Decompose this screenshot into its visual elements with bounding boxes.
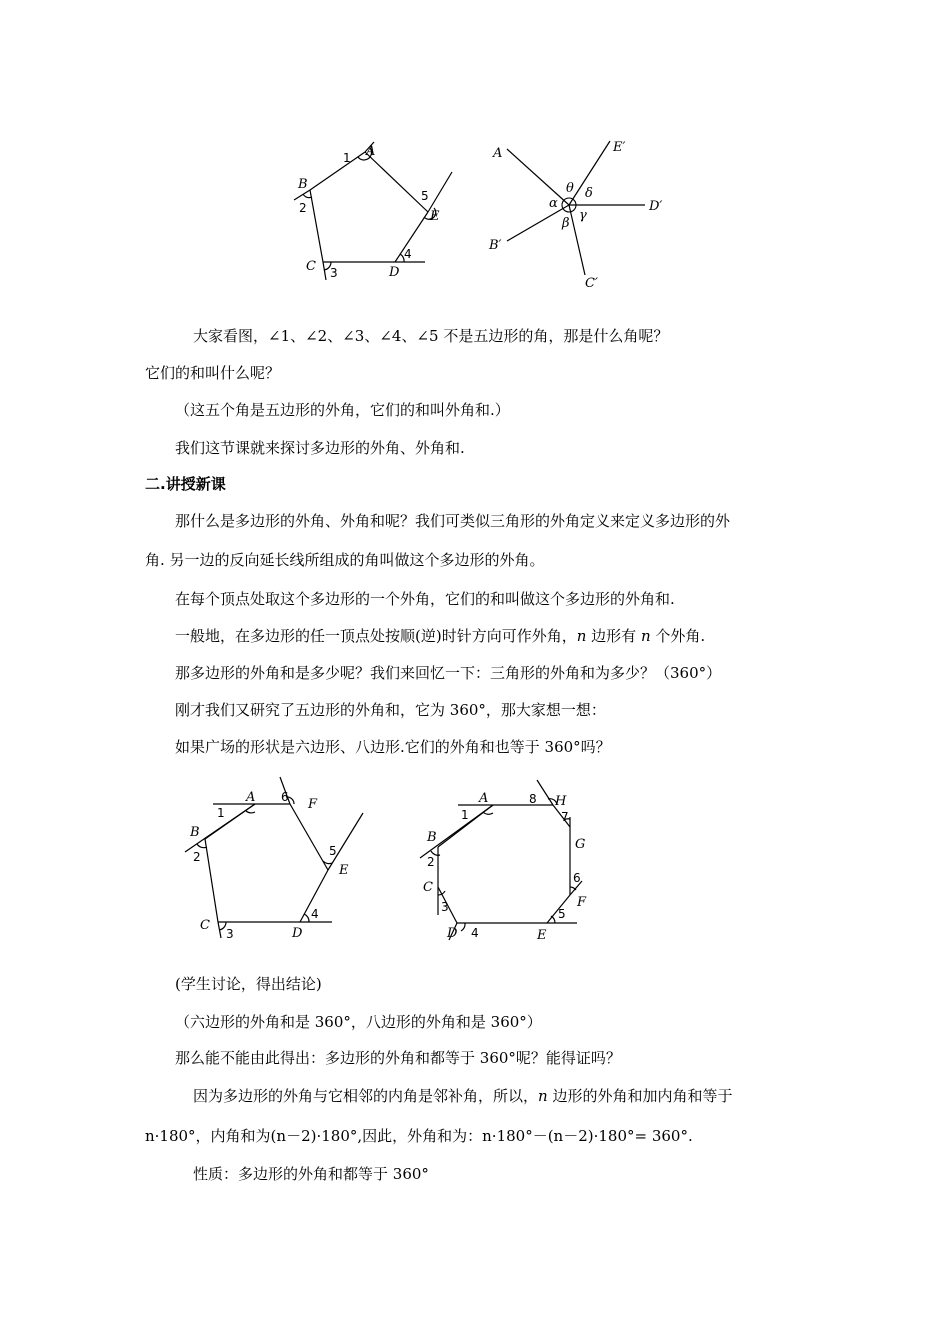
angle-beta: β — [562, 216, 570, 231]
angle-theta: θ — [566, 181, 574, 196]
paragraph-9: 那多边形的外角和是多少呢？我们来回忆一下：三角形的外角和为多少？（360°） — [175, 664, 722, 682]
oct-label-A: A — [479, 791, 489, 806]
p8-part-a: 一般地，在多边形的任一顶点处按顺(逆)时针方向可作外角， — [175, 627, 577, 645]
label-E-ray: E′ — [613, 140, 626, 155]
p15-part-b: 边形的外角和加内角和等于 — [547, 1087, 733, 1105]
label-C-ray: C′ — [585, 276, 598, 291]
oct-label-C: C — [423, 880, 433, 895]
octagon-figure — [415, 775, 605, 950]
paragraph-14: 那么能不能由此得出：多边形的外角和都等于 360°呢？能得证吗？ — [175, 1049, 621, 1067]
hex-angle-1: 1 — [217, 806, 225, 820]
side-BA — [310, 152, 365, 190]
hex-label-B: B — [190, 825, 200, 840]
paragraph-4: 我们这节课就来探讨多边形的外角、外角和. — [175, 439, 465, 457]
hex-label-A: A — [246, 790, 256, 805]
paragraph-15 — [193, 1086, 732, 1106]
hex-angle-5: 5 — [329, 844, 337, 858]
label-B: B — [298, 177, 308, 192]
hex-arc-1 — [246, 811, 255, 813]
oct-arc-6 — [570, 887, 576, 890]
oct-label-H: H — [555, 794, 567, 809]
hex-FE — [290, 804, 328, 870]
hex-angle-6: 6 — [281, 790, 289, 804]
side-CB — [310, 190, 323, 262]
hex-label-F: F — [308, 797, 318, 812]
p15-part-a: 因为多边形的外角与它相邻的内角是邻补角，所以， — [193, 1087, 539, 1105]
oct-angle-1: 1 — [461, 808, 469, 822]
hex-angle-2: 2 — [193, 850, 201, 864]
paragraph-3: （这五个角是五边形的外角，它们的和叫外角和.） — [175, 401, 510, 419]
oct-label-D: D — [447, 926, 458, 941]
paragraph-17: 性质：多边形的外角和都等于 360° — [193, 1165, 429, 1183]
label-D: D — [389, 265, 400, 280]
oct-angle-8: 8 — [529, 792, 537, 806]
ext-C — [323, 262, 326, 280]
oct-label-G: G — [575, 837, 586, 852]
label-A: A — [366, 144, 376, 159]
hex-CB — [205, 839, 218, 922]
p8-var-n1: n — [576, 627, 587, 645]
angle-1: 1 — [343, 151, 351, 165]
hex-arc-3 — [219, 922, 226, 930]
paragraph-11: 如果广场的形状是六边形、八边形.它们的外角和也等于 360°吗？ — [175, 738, 611, 756]
oct-label-E: E — [537, 928, 547, 943]
label-B-ray: B′ — [489, 238, 502, 253]
angle-gamma: γ — [579, 208, 587, 223]
oct-angle-4: 4 — [471, 926, 479, 940]
paragraph-12: (学生讨论，得出结论) — [175, 975, 322, 993]
p8-var-n2: n — [640, 627, 651, 645]
oct-arc-4 — [461, 923, 465, 931]
hex-angle-3: 3 — [226, 927, 234, 941]
hex-angle-4: 4 — [311, 907, 319, 921]
pentagon-figure — [290, 140, 470, 290]
hexagon-figure — [180, 775, 380, 945]
oct-label-B: B — [427, 830, 437, 845]
oct-arc-1 — [483, 812, 493, 814]
section-heading: 二.讲授新课 — [145, 475, 226, 493]
paragraph-6: 角. 另一边的反向延长线所组成的角叫做这个多边形的外角。 — [145, 551, 545, 569]
side-AE — [365, 152, 428, 212]
paragraph-2: 它们的和叫什么呢？ — [145, 364, 281, 382]
hex-label-C: C — [200, 918, 210, 933]
p15-var-n: n — [538, 1087, 548, 1105]
paragraph-8 — [175, 626, 705, 646]
paragraph-5: 那什么是多边形的外角、外角和呢？我们可类似三角形的外角定义来定义多边形的外 — [175, 512, 731, 530]
angle-5: 5 — [421, 189, 429, 203]
label-E: E — [430, 209, 440, 224]
ext-E — [428, 172, 452, 212]
p8-part-c: 个外角. — [650, 627, 706, 645]
hex-ext-E — [328, 813, 363, 870]
oct-angle-7: 7 — [561, 810, 569, 824]
angle-delta: δ — [585, 186, 593, 201]
oct-angle-5: 5 — [558, 907, 566, 921]
oct-angle-2: 2 — [427, 855, 435, 869]
ray-B — [507, 205, 569, 241]
paragraph-7: 在每个顶点处取这个多边形的一个外角，它们的和叫做这个多边形的外角和. — [175, 590, 675, 608]
label-A-ray: A — [493, 146, 503, 161]
label-D-ray: D′ — [649, 199, 663, 214]
hex-label-E: E — [339, 863, 349, 878]
oct-angle-3: 3 — [441, 900, 449, 914]
hex-arc-4 — [304, 914, 309, 922]
paragraph-16: n·180°，内角和为(n－2)·180°,因此，外角和为：n·180°－(n－2)·180°= 360°. — [145, 1127, 693, 1145]
oct-arc-5 — [551, 916, 555, 923]
angle-alpha: α — [549, 196, 558, 211]
oct-angle-6: 6 — [573, 871, 581, 885]
paragraph-1: 大家看图，∠1、∠2、∠3、∠4、∠5 不是五边形的角，那是什么角呢？ — [193, 327, 669, 345]
angle-2: 2 — [299, 201, 307, 215]
p8-part-b: 边形有 — [586, 627, 641, 645]
label-C: C — [306, 259, 316, 274]
angle-3: 3 — [330, 266, 338, 280]
oct-label-F: F — [577, 895, 587, 910]
paragraph-13: （六边形的外角和是 360°，八边形的外角和是 360°） — [175, 1013, 542, 1031]
ray-A — [507, 149, 569, 205]
hex-label-D: D — [292, 926, 303, 941]
oct-ext-H — [537, 780, 553, 805]
paragraph-10: 刚才我们又研究了五边形的外角和，它为 360°，那大家想一想： — [175, 701, 606, 719]
angle-4: 4 — [404, 247, 412, 261]
rays-figure — [485, 135, 675, 295]
